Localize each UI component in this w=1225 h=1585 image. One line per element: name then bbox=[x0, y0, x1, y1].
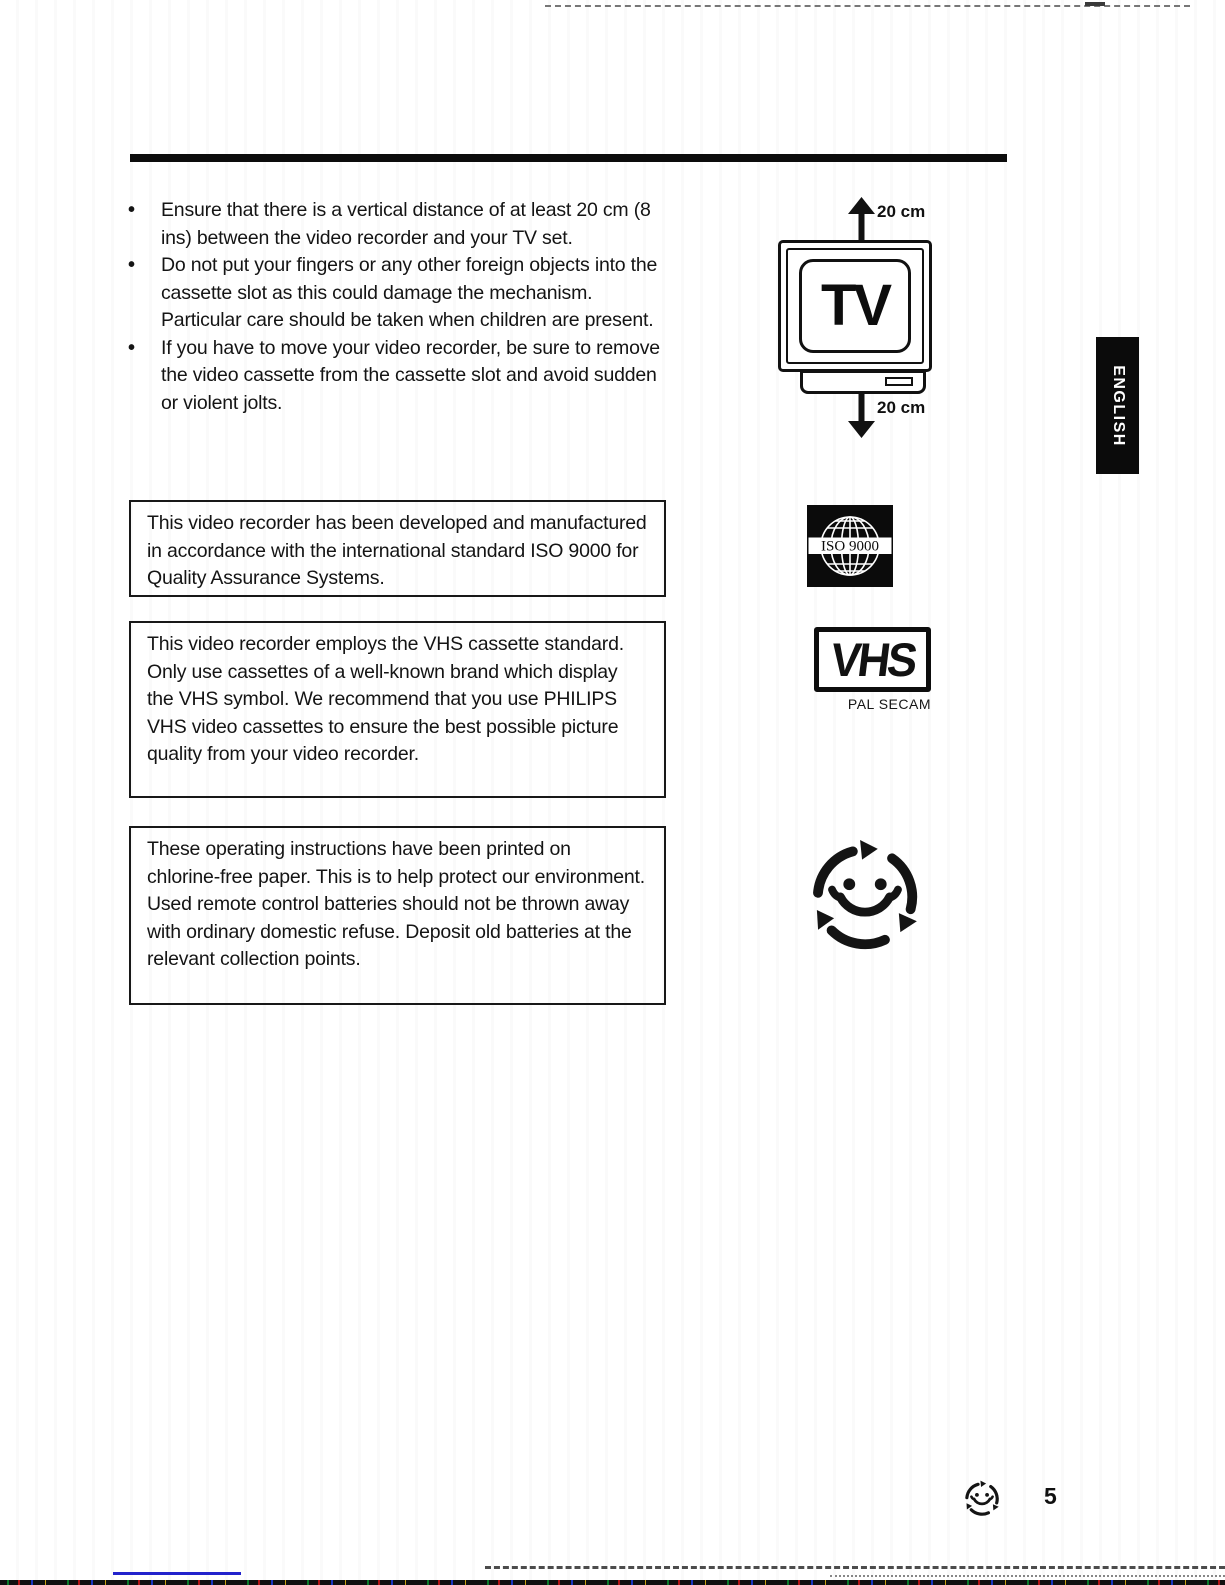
recycle-smiley-icon bbox=[963, 1480, 1001, 1518]
section-divider-rule bbox=[130, 154, 1007, 162]
vhs-info-box bbox=[129, 621, 666, 798]
scan-noise-bottom bbox=[485, 1566, 1225, 1569]
tv-frame bbox=[786, 248, 924, 364]
info-box-paragraph: This video recorder employs the VHS cassette standard. bbox=[147, 633, 624, 655]
bottom-clearance-label: 20 cm bbox=[877, 398, 926, 417]
scan-blue-line bbox=[113, 1572, 241, 1575]
up-arrow-icon bbox=[848, 197, 875, 243]
vhs-logo-label: VHS bbox=[827, 632, 918, 687]
tv-base bbox=[800, 370, 926, 394]
bullet-text: Do not put your fingers or any other foreign objects into the cassette slot as this could damage the mechanism. Particular care should be taken when children are present. bbox=[161, 254, 658, 331]
recycle-smiley-icon bbox=[806, 838, 924, 956]
info-box-paragraph: This video recorder has been developed and manufactured in accordance with the international standard ISO 9000 for Quality Assurance Systems. bbox=[147, 512, 647, 589]
scan-noise-bottom-dots bbox=[830, 1575, 1225, 1577]
page-number: 5 bbox=[1044, 1483, 1057, 1509]
vhs-logo bbox=[814, 627, 931, 692]
top-clearance-label: 20 cm bbox=[877, 202, 926, 221]
list-item bbox=[128, 197, 665, 252]
bullet-icon: • bbox=[128, 336, 136, 359]
iso-9000-logo-label: ISO 9000 bbox=[821, 538, 879, 555]
language-tab bbox=[1096, 337, 1139, 474]
info-box-paragraph: These operating instructions have been printed on chlorine-free paper. This is to help protect our environment. bbox=[147, 838, 645, 888]
info-box-paragraph: Only use cassettes of a well-known brand which display the VHS symbol. We recommend that you use PHILIPS VHS video cassettes to ensure the best possible picture quality from your video recorder. bbox=[147, 660, 619, 765]
iso-9000-logo bbox=[807, 505, 893, 587]
bullet-icon: • bbox=[128, 199, 136, 221]
list-item bbox=[128, 335, 665, 418]
language-tab-label: ENGLISH bbox=[1109, 364, 1127, 447]
vhs-logo-sublabel: PAL SECAM bbox=[847, 696, 931, 712]
iso-info-box bbox=[129, 500, 666, 597]
tv-screen-label: TV bbox=[820, 273, 890, 338]
environment-info-box bbox=[129, 826, 666, 1005]
tv-illustration bbox=[778, 240, 932, 372]
scan-noise-speck bbox=[1085, 2, 1105, 6]
tv-screen bbox=[799, 259, 911, 353]
bullet-text: If you have to move your video recorder, be sure to remove the video cassette from the cassette slot and avoid sudden or violent jolts. bbox=[161, 336, 660, 414]
safety-bullet-list bbox=[128, 197, 665, 417]
down-arrow-icon bbox=[848, 392, 875, 438]
bullet-icon: • bbox=[128, 254, 136, 276]
info-box-paragraph: Used remote control batteries should not be thrown away with ordinary domestic refuse. Deposit old batteries at the relevant collection points. bbox=[147, 893, 632, 970]
scan-noise-strip bbox=[0, 1580, 1225, 1585]
list-item bbox=[128, 252, 665, 335]
tv-base-slot bbox=[885, 377, 913, 386]
bullet-text: Ensure that there is a vertical distance of at least 20 cm (8 ins) between the video recorder and your TV set. bbox=[161, 199, 651, 249]
